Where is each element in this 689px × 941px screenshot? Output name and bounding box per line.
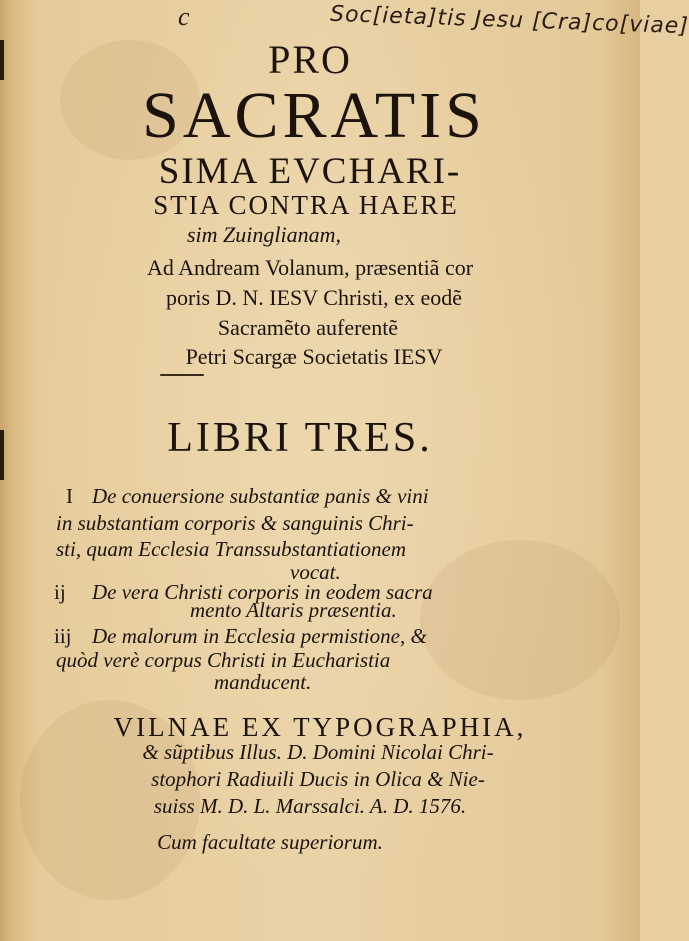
title-line-4: STIA CONTRA HAERE	[153, 190, 459, 220]
paper-stain	[420, 540, 620, 700]
ornament-rule	[160, 374, 204, 376]
imprint-line-1: VILNAE EX TYPOGRAPHIA,	[113, 712, 527, 742]
imprint-line-2: & sũptibus Illus. D. Domini Nicolai Chri-	[142, 740, 494, 764]
item-3-line-3: manducent.	[214, 670, 312, 694]
title-line-1: PRO	[268, 37, 352, 82]
imprint-line-3: stophori Radiuili Ducis in Olica & Nie-	[151, 767, 485, 791]
item-1-line-2: in substantiam corporis & sanguinis Chri-	[56, 511, 414, 535]
item-2-line-2: mento Altaris præsentia.	[190, 598, 397, 622]
libri-tres-heading: LIBRI TRES.	[167, 415, 433, 461]
title-line-8: Sacramẽto auferentẽ	[217, 315, 399, 340]
item-1-line-3: sti, quam Ecclesia Transsubstantiationem	[56, 537, 407, 561]
handwritten-owner-inscription: Soc[ieta]tis Jesu [Cra]co[viae]	[329, 1, 689, 40]
item-number-3: iij	[54, 624, 72, 648]
imprint-line-4: suiss M. D. L. Marssalci. A. D. 1576.	[153, 794, 467, 818]
permission-line: Cum facultate superiorum.	[157, 830, 383, 854]
item-1-line-1: De conuersione substantiæ panis & vini	[92, 484, 429, 508]
item-2-line-1: De vera Christi corporis in eodem sacra	[92, 580, 433, 604]
title-line-6: Ad Andream Volanum, præsentiã cor	[146, 255, 474, 280]
title-line-7: poris D. N. IESV Christi, ex eodẽ	[166, 285, 462, 310]
item-3-line-1: De malorum in Ecclesia permistione, &	[92, 624, 427, 648]
handwritten-corner-mark: c	[178, 2, 190, 31]
title-line-3: SIMA EVCHARI-	[158, 151, 462, 192]
item-1-line-4: vocat.	[290, 560, 341, 584]
item-number-2: ij	[54, 580, 66, 604]
item-number-1: I	[66, 484, 73, 508]
title-line-5: sim Zuinglianam,	[186, 222, 342, 247]
item-3-line-2: quòd verè corpus Christi in Eucharistia	[56, 648, 391, 672]
title-line-9: Petri Scargæ Societatis IESV	[185, 344, 443, 369]
title-line-2: SACRATIS	[142, 79, 486, 152]
